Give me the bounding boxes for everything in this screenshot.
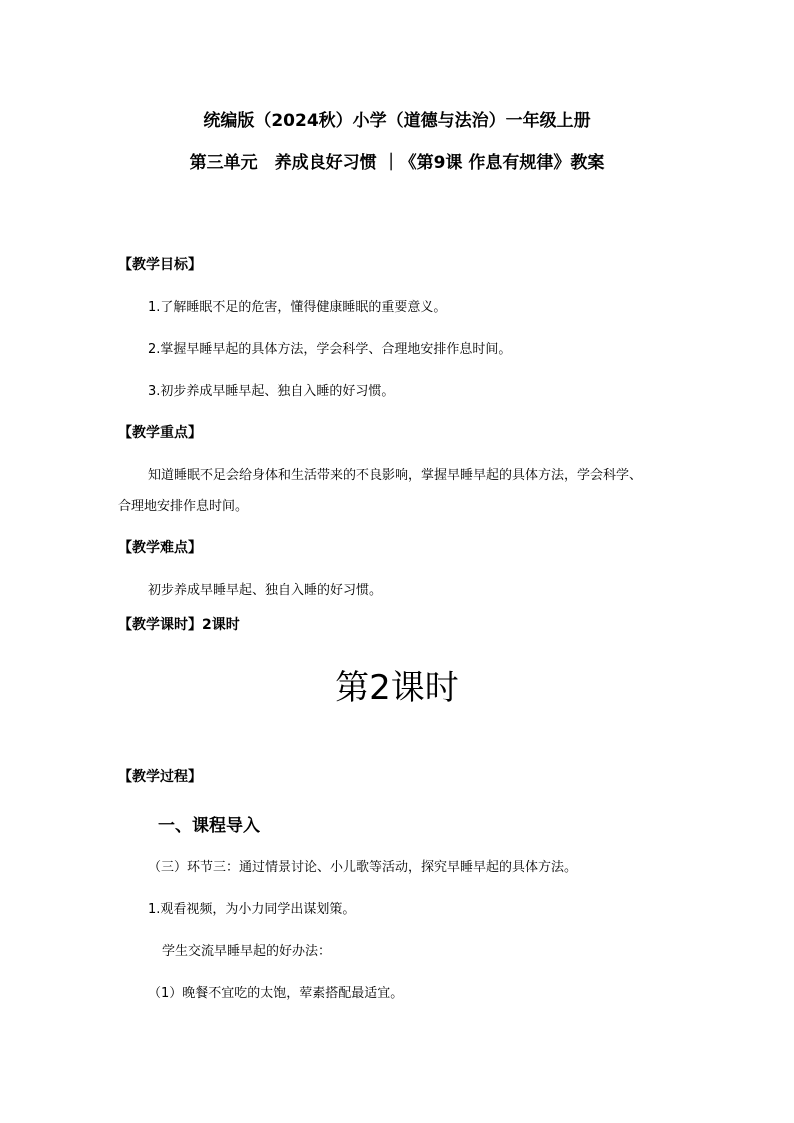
key-points-line1: 知道睡眠不足会给身体和生活带来的不良影响，掌握早睡早起的具体方法，学会科学、	[148, 468, 643, 483]
doc-title-line1: 统编版（2024秋）小学（道德与法治）一年级上册	[203, 111, 591, 131]
tip-1: （1）晚餐不宜吃的太饱，荤素搭配最适宜。	[148, 986, 404, 1001]
objective-item-2: 2.掌握早睡早起的具体方法，学会科学、合理地安排作息时间。	[148, 342, 512, 357]
step-three: （三）环节三：通过情景讨论、小儿歌等活动，探究早睡早起的具体方法。	[148, 860, 578, 875]
student-exchange: 学生交流早睡早起的好办法：	[162, 944, 332, 959]
lesson-title: 第2课时	[335, 668, 459, 708]
objective-item-3: 3.初步养成早睡早起、独自入睡的好习惯。	[148, 384, 395, 399]
process-item-1: 1.观看视频，为小力同学出谋划策。	[148, 902, 356, 917]
difficulties-heading: 【教学难点】	[118, 540, 202, 556]
section-course-intro: 一、课程导入	[158, 816, 260, 836]
objectives-heading: 【教学目标】	[118, 257, 202, 273]
key-points-heading: 【教学重点】	[118, 425, 202, 441]
process-heading: 【教学过程】	[118, 769, 202, 785]
difficulties-text: 初步养成早睡早起、独自入睡的好习惯。	[148, 583, 383, 598]
key-points-line2: 合理地安排作息时间。	[118, 499, 249, 514]
doc-title-line2: 第三单元 养成良好习惯 ｜《第9课 作息有规律》教案	[189, 153, 605, 173]
objective-item-1: 1.了解睡眠不足的危害，懂得健康睡眠的重要意义。	[148, 300, 447, 315]
class-hours: 【教学课时】2课时	[118, 617, 240, 633]
